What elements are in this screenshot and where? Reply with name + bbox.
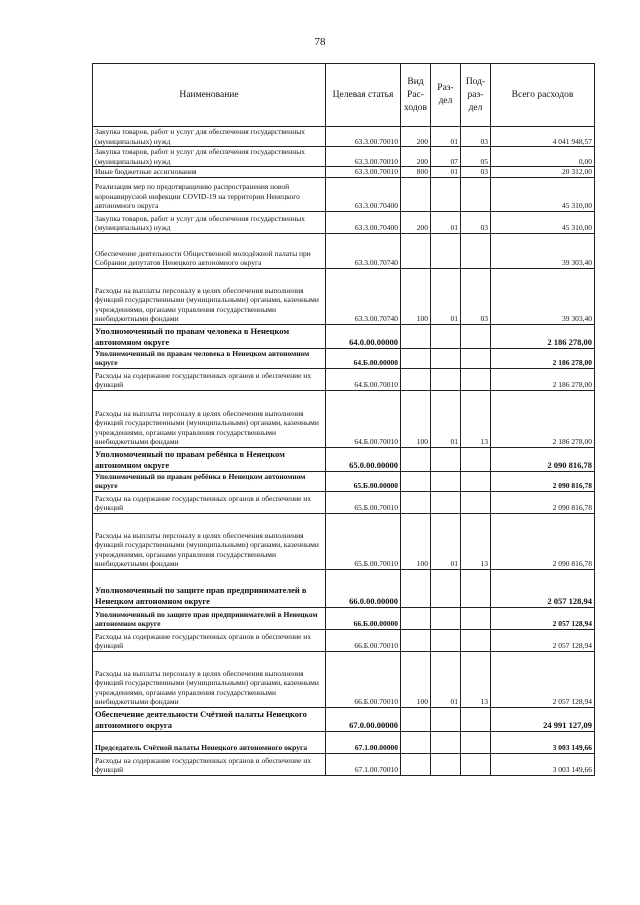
row-total: 45 310,00 — [491, 177, 595, 211]
row-target-article: 63.3.00.70740 — [326, 233, 401, 268]
table-row — [93, 177, 595, 211]
table-header — [93, 64, 595, 127]
row-subsection — [461, 569, 491, 607]
row-section — [431, 753, 461, 775]
table-body — [93, 127, 595, 776]
row-target-article: 63.3.00.70400 — [326, 177, 401, 211]
row-name: Расходы на выплаты персоналу в целях обеспечения выполнения функций государственными (муниципальными) органами, казенными учреждениями, органами управления государственными внебюджетными фондами — [93, 390, 326, 447]
row-expense-type — [401, 569, 431, 607]
row-section: 01 — [431, 651, 461, 707]
row-name: Уполномоченный по правам человека в Ненецком автономном округе — [93, 324, 326, 348]
row-name: Закупка товаров, работ и услуг для обеспечения государственных (муниципальных) нужд — [93, 127, 326, 147]
row-target-article: 67.1.00.00000 — [326, 731, 401, 753]
row-name: Расходы на выплаты персоналу в целях обеспечения выполнения функций государственными (муниципальными) органами, казенными учреждениями, органами управления государственными внебюджетными фондами — [93, 513, 326, 569]
row-section: 07 — [431, 147, 461, 167]
row-target-article: 65.Б.00.70010 — [326, 513, 401, 569]
row-section: 01 — [431, 390, 461, 447]
table-row — [93, 513, 595, 569]
row-section — [431, 629, 461, 651]
table-row — [93, 471, 595, 491]
row-name: Закупка товаров, работ и услуг для обеспечения государственных (муниципальных) нужд — [93, 211, 326, 233]
row-section — [431, 324, 461, 348]
row-subsection: 13 — [461, 513, 491, 569]
row-total: 24 991 127,09 — [491, 707, 595, 731]
row-expense-type — [401, 629, 431, 651]
row-subsection — [461, 471, 491, 491]
row-expense-type: 100 — [401, 651, 431, 707]
table-row — [93, 447, 595, 471]
table-row — [93, 211, 595, 233]
row-section — [431, 491, 461, 513]
row-subsection — [461, 447, 491, 471]
row-total: 2 186 278,00 — [491, 368, 595, 390]
row-total: 2 090 816,78 — [491, 491, 595, 513]
header-target-article: Целевая статья — [326, 64, 401, 127]
row-expense-type: 100 — [401, 513, 431, 569]
row-name: Председатель Счётной палаты Ненецкого автономного округа — [93, 731, 326, 753]
row-section: 01 — [431, 211, 461, 233]
table-row — [93, 368, 595, 390]
row-section — [431, 447, 461, 471]
expenses-table — [92, 63, 595, 776]
row-target-article: 66.Б.00.00000 — [326, 607, 401, 629]
table-row — [93, 390, 595, 447]
table-row — [93, 167, 595, 178]
row-subsection: 03 — [461, 211, 491, 233]
row-expense-type — [401, 491, 431, 513]
row-name: Уполномоченный по правам человека в Ненецком автономном округе — [93, 348, 326, 368]
row-name: Расходы на выплаты персоналу в целях обеспечения выполнения функций государственными (муниципальными) органами, казенными учреждениями, органами управления государственными внебюджетными фондами — [93, 268, 326, 324]
row-expense-type — [401, 447, 431, 471]
row-name: Иные бюджетные ассигнования — [93, 167, 326, 178]
row-expense-type: 800 — [401, 167, 431, 178]
row-subsection — [461, 731, 491, 753]
row-subsection — [461, 607, 491, 629]
row-total: 2 057 128,94 — [491, 607, 595, 629]
table-row — [93, 569, 595, 607]
row-section — [431, 569, 461, 607]
row-expense-type — [401, 731, 431, 753]
row-name: Реализация мер по предотвращению распространения новой коронавирусной инфекции COVID-19 на территории Ненецкого автономного округа — [93, 177, 326, 211]
row-total: 2 186 278,00 — [491, 390, 595, 447]
row-total: 2 090 816,78 — [491, 471, 595, 491]
row-subsection: 03 — [461, 127, 491, 147]
row-expense-type: 200 — [401, 127, 431, 147]
row-total: 2 186 278,00 — [491, 348, 595, 368]
row-expense-type: 100 — [401, 268, 431, 324]
row-target-article: 63.3.00.70010 — [326, 147, 401, 167]
header-total: Всего расходов — [491, 64, 595, 127]
row-expense-type — [401, 233, 431, 268]
row-name: Уполномоченный по правам ребёнка в Ненецком автономном округе — [93, 471, 326, 491]
row-target-article: 65.0.00.00000 — [326, 447, 401, 471]
row-subsection — [461, 707, 491, 731]
table-row — [93, 324, 595, 348]
row-subsection — [461, 753, 491, 775]
row-name: Уполномоченный по защите прав предпринимателей в Ненецком автономном округе — [93, 607, 326, 629]
row-section — [431, 731, 461, 753]
row-target-article: 64.Б.00.00000 — [326, 348, 401, 368]
row-target-article: 64.Б.00.70010 — [326, 390, 401, 447]
header-expense-type: Вид Рас- ходов — [401, 64, 431, 127]
table-row — [93, 753, 595, 775]
row-section: 01 — [431, 127, 461, 147]
row-total: 4 041 948,57 — [491, 127, 595, 147]
header-section: Раз- дел — [431, 64, 461, 127]
row-section — [431, 607, 461, 629]
row-subsection — [461, 324, 491, 348]
table-row — [93, 629, 595, 651]
row-name: Уполномоченный по защите прав предпринимателей в Ненецком автономном округе — [93, 569, 326, 607]
row-subsection: 03 — [461, 167, 491, 178]
row-name: Закупка товаров, работ и услуг для обеспечения государственных (муниципальных) нужд — [93, 147, 326, 167]
row-target-article: 64.0.00.00000 — [326, 324, 401, 348]
row-expense-type — [401, 348, 431, 368]
row-target-article: 66.Б.00.70010 — [326, 651, 401, 707]
table-row — [93, 707, 595, 731]
row-target-article: 66.0.00.00000 — [326, 569, 401, 607]
row-name: Расходы на содержание государственных органов и обеспечение их функций — [93, 491, 326, 513]
header-name: Наименование — [93, 64, 326, 127]
row-total: 20 312,00 — [491, 167, 595, 178]
row-subsection: 03 — [461, 268, 491, 324]
row-total: 3 003 149,66 — [491, 753, 595, 775]
row-subsection — [461, 348, 491, 368]
table-row — [93, 651, 595, 707]
row-total: 2 057 128,94 — [491, 569, 595, 607]
row-expense-type — [401, 471, 431, 491]
row-expense-type: 100 — [401, 390, 431, 447]
table-row — [93, 607, 595, 629]
row-expense-type — [401, 607, 431, 629]
row-subsection — [461, 491, 491, 513]
row-target-article: 63.3.00.70010 — [326, 127, 401, 147]
row-total: 2 186 278,00 — [491, 324, 595, 348]
row-target-article: 64.Б.00.70010 — [326, 368, 401, 390]
row-expense-type: 200 — [401, 211, 431, 233]
table-row — [93, 491, 595, 513]
row-subsection: 13 — [461, 390, 491, 447]
row-total: 39 303,40 — [491, 268, 595, 324]
row-target-article: 67.1.00.70010 — [326, 753, 401, 775]
row-total: 0,00 — [491, 147, 595, 167]
row-expense-type — [401, 177, 431, 211]
row-target-article: 63.3.00.70010 — [326, 167, 401, 178]
row-section — [431, 471, 461, 491]
row-target-article: 67.0.00.00000 — [326, 707, 401, 731]
row-subsection — [461, 177, 491, 211]
row-section: 01 — [431, 513, 461, 569]
row-name: Расходы на содержание государственных органов и обеспечение их функций — [93, 629, 326, 651]
table-row — [93, 127, 595, 147]
row-total: 2 057 128,94 — [491, 651, 595, 707]
row-target-article: 65.Б.00.70010 — [326, 491, 401, 513]
row-target-article: 63.3.00.70740 — [326, 268, 401, 324]
row-name: Расходы на выплаты персоналу в целях обеспечения выполнения функций государственными (муниципальными) органами, казенными учреждениями, органами управления государственными внебюджетными фондами — [93, 651, 326, 707]
row-target-article: 65.Б.00.00000 — [326, 471, 401, 491]
row-name: Расходы на содержание государственных органов и обеспечение их функций — [93, 753, 326, 775]
row-subsection: 05 — [461, 147, 491, 167]
row-section — [431, 368, 461, 390]
row-section — [431, 177, 461, 211]
row-subsection — [461, 368, 491, 390]
row-name: Обеспечение деятельности Общественной молодёжной палаты при Собрании депутатов Ненецкого автономного округа — [93, 233, 326, 268]
row-total: 2 090 816,78 — [491, 447, 595, 471]
row-expense-type — [401, 753, 431, 775]
row-section — [431, 348, 461, 368]
row-section: 01 — [431, 167, 461, 178]
row-subsection — [461, 233, 491, 268]
row-section — [431, 233, 461, 268]
row-total: 2 057 128,94 — [491, 629, 595, 651]
row-total: 2 090 816,78 — [491, 513, 595, 569]
page-number: 78 — [314, 36, 326, 48]
row-target-article: 63.3.00.70400 — [326, 211, 401, 233]
row-section — [431, 707, 461, 731]
row-total: 45 310,00 — [491, 211, 595, 233]
row-expense-type — [401, 368, 431, 390]
row-expense-type — [401, 707, 431, 731]
table-row — [93, 731, 595, 753]
row-section: 01 — [431, 268, 461, 324]
row-name: Уполномоченный по правам ребёнка в Ненецком автономном округе — [93, 447, 326, 471]
table-row — [93, 147, 595, 167]
row-subsection — [461, 629, 491, 651]
row-expense-type — [401, 324, 431, 348]
table-row — [93, 233, 595, 268]
header-subsection: Под- раз- дел — [461, 64, 491, 127]
row-expense-type: 200 — [401, 147, 431, 167]
row-name: Обеспечение деятельности Счётной палаты Ненецкого автономного округа — [93, 707, 326, 731]
row-total: 39 303,40 — [491, 233, 595, 268]
row-name: Расходы на содержание государственных органов и обеспечение их функций — [93, 368, 326, 390]
row-total: 3 003 149,66 — [491, 731, 595, 753]
row-subsection: 13 — [461, 651, 491, 707]
row-target-article: 66.Б.00.70010 — [326, 629, 401, 651]
table-row — [93, 268, 595, 324]
table-row — [93, 348, 595, 368]
